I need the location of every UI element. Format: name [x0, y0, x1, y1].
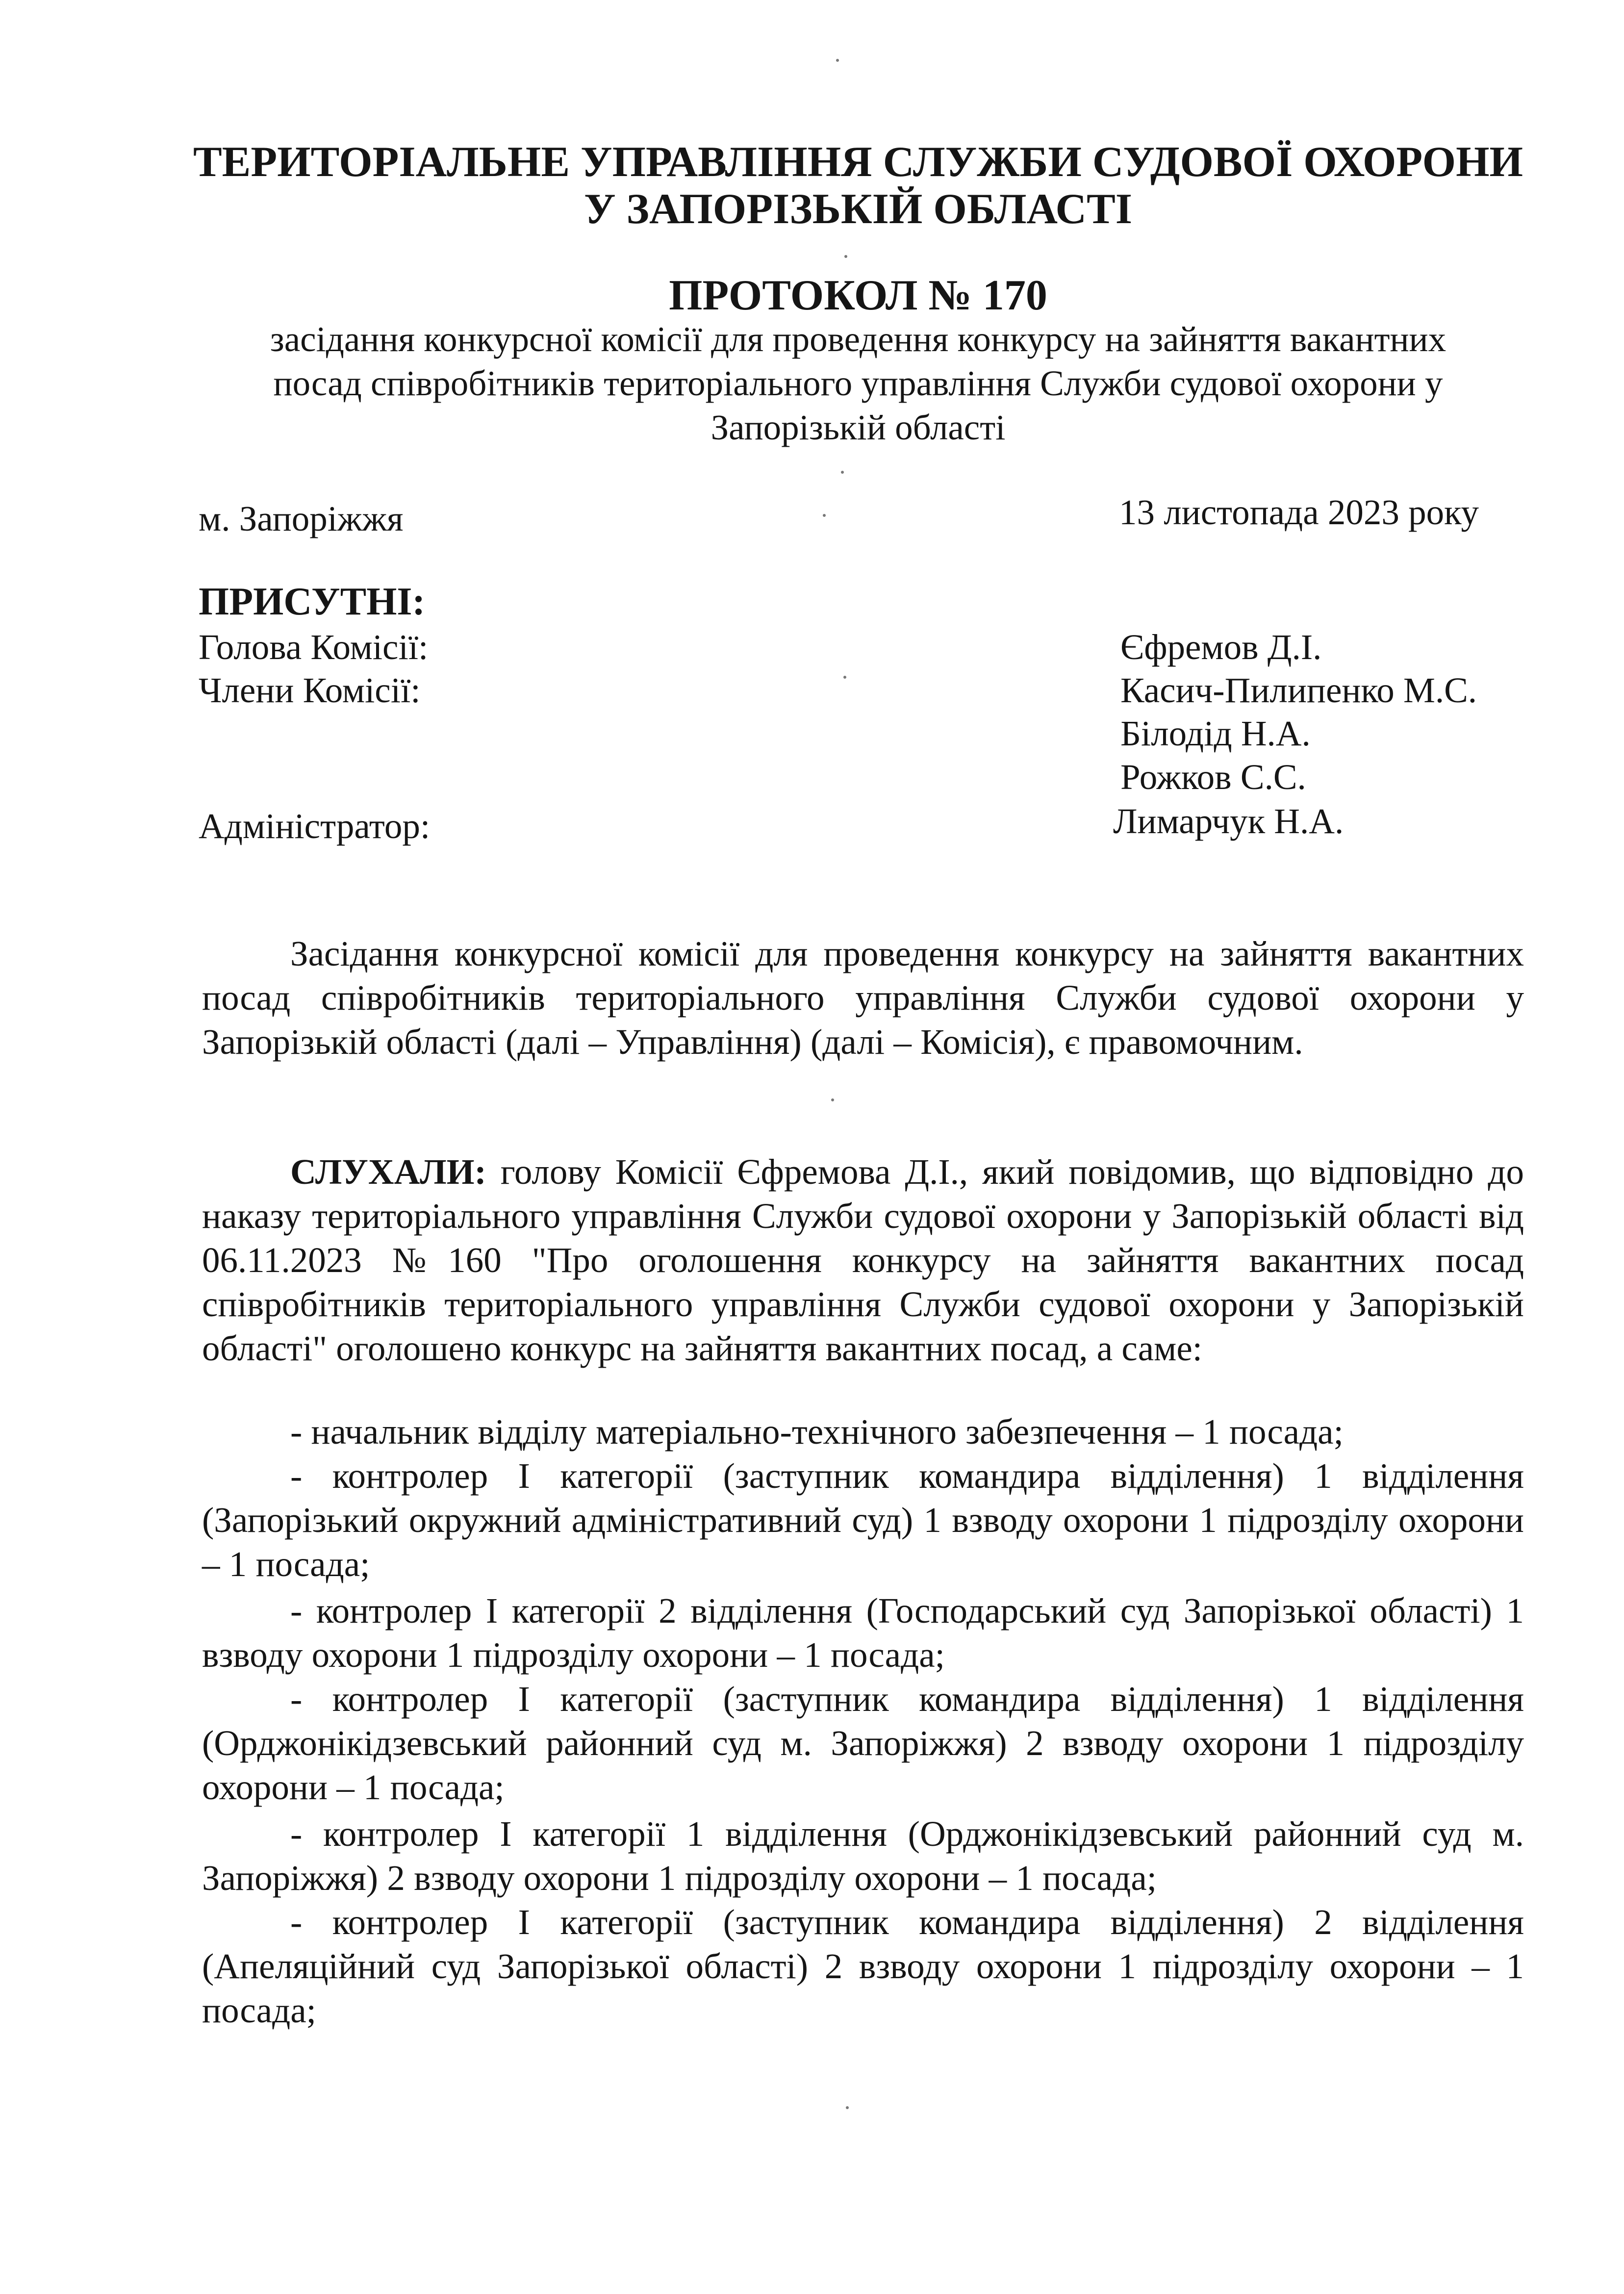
position-text: - контролер І категорії (заступник командира відділення) 1 відділення (Орджонікідзевський районний суд м. Запоріжжя) 2 взводу охорони 1 підрозділу охорони – 1 посада;	[202, 1679, 1524, 1807]
document-date: 13 листопада 2023 року	[1119, 492, 1479, 532]
quorum-text: Засідання конкурсної комісії для проведення конкурсу на зайняття вакантних посад співробітників територіального управління Служби судової охорони у Запорізькій області (далі – Управління) (далі – Комісія), є правомочним.	[202, 934, 1524, 1062]
position-text: - контролер І категорії (заступник командира відділення) 2 відділення (Апеляційний суд Запорізької області) 2 взводу охорони 1 підрозділу охорони – 1 посада;	[202, 1902, 1524, 2030]
scan-speck	[831, 1098, 834, 1101]
administrator-label: Адміністратор:	[199, 806, 431, 846]
attendees-heading: ПРИСУТНІ:	[199, 580, 426, 623]
document-city: м. Запоріжжя	[199, 499, 404, 538]
member-name: Касич-Пилипенко М.С.	[1120, 670, 1477, 710]
scan-speck	[841, 471, 844, 474]
protocol-subtitle-line2: посад співробітників територіального управління Служби судової охорони у	[273, 363, 1443, 403]
position-item	[202, 1677, 1524, 1810]
member-name: Білодід Н.А.	[1120, 714, 1311, 753]
position-item	[202, 1589, 1524, 1677]
scan-speck	[836, 59, 839, 62]
position-text: - контролер І категорії 2 відділення (Господарський суд Запорізької області) 1 взводу охорони 1 підрозділу охорони – 1 посада;	[202, 1591, 1524, 1675]
member-name: Рожков С.С.	[1120, 757, 1306, 797]
chair-label: Голова Комісії:	[199, 627, 429, 667]
position-text: - контролер І категорії (заступник командира відділення) 1 відділення (Запорізький окружний адміністративний суд) 1 взводу охорони 1 підрозділу охорони – 1 посада;	[202, 1456, 1524, 1584]
scan-speck	[843, 676, 846, 679]
protocol-subtitle-line3: Запорізькій області	[710, 408, 1006, 447]
heard-paragraph	[202, 1150, 1524, 1371]
scan-speck	[823, 514, 826, 517]
heard-text: голову Комісії Єфремова Д.І., який повідомив, що відповідно до наказу територіального управління Служби судової охорони у Запорізькій області від 06.11.2023 №160 "Про оголошення конкурсу на зайняття вакантних посад співробітників територіального управління Служби судової охорони у Запорізькій області" оголошено конкурс на зайняття вакантних посад, а саме:	[202, 1152, 1524, 1368]
protocol-title: ПРОТОКОЛ № 170	[669, 272, 1047, 319]
protocol-subtitle-line1: засідання конкурсної комісії для проведення конкурсу на зайняття вакантних	[270, 319, 1446, 359]
position-item	[202, 1454, 1524, 1586]
position-item	[202, 1900, 1524, 2033]
position-text: - начальник відділу матеріально-технічного забезпечення – 1 посада;	[290, 1412, 1344, 1452]
position-text: - контролер І категорії 1 відділення (Орджонікідзевський районний суд м. Запоріжжя) 2 взводу охорони 1 підрозділу охорони – 1 посада;	[202, 1814, 1524, 1898]
organization-title-line2: У ЗАПОРІЗЬКІЙ ОБЛАСТІ	[584, 185, 1133, 233]
organization-title-line1: ТЕРИТОРІАЛЬНЕ УПРАВЛІННЯ СЛУЖБИ СУДОВОЇ ОХОРОНИ	[193, 138, 1523, 186]
quorum-paragraph	[202, 932, 1524, 1064]
position-item	[202, 1410, 1524, 1454]
members-label: Члени Комісії:	[199, 670, 421, 710]
chair-name: Єфремов Д.І.	[1120, 627, 1322, 667]
position-item	[202, 1812, 1524, 1900]
administrator-name: Лимарчук Н.А.	[1113, 801, 1344, 841]
heard-label: СЛУХАЛИ:	[290, 1152, 486, 1192]
scan-speck	[846, 2106, 849, 2109]
scan-speck	[844, 255, 847, 258]
